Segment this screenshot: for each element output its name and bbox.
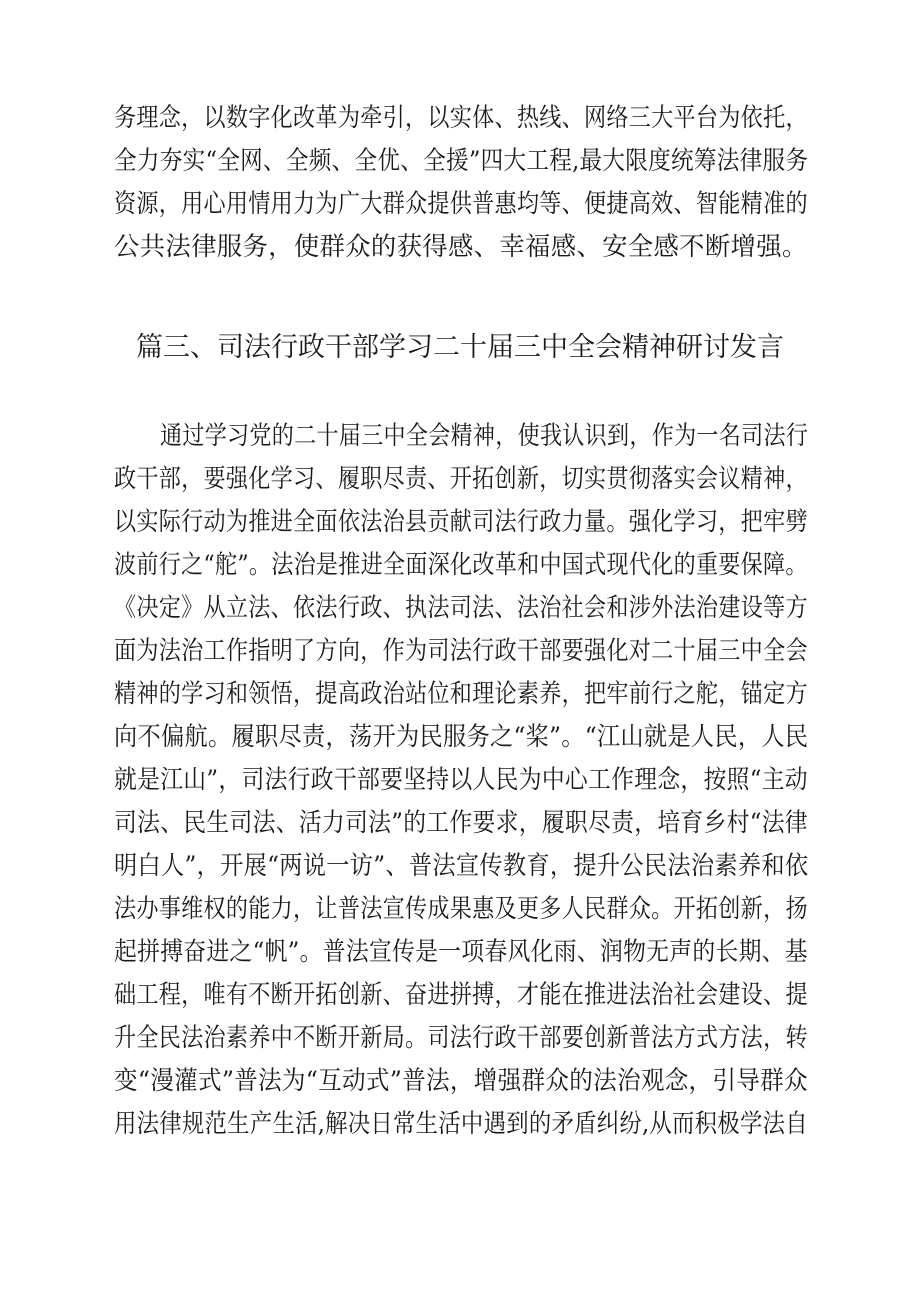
text-line: 司法、民生司法、活力司法”的工作要求，履职尽责，培育乡村“法律 (114, 808, 808, 838)
text-line: 向不偏航。履职尽责，荡开为民服务之“桨”。“江山就是人民，人民 (114, 722, 809, 752)
text-line: 础工程，唯有不断开拓创新、奋进拼搏，才能在推进法治社会建设、提 (114, 980, 808, 1010)
text-line: 就是江山”，司法行政干部要坚持以人民为中心工作理念，按照“主动 (114, 765, 808, 795)
text-line: 波前行之“舵”。法治是推进全面深化改革和中国式现代化的重要保障。 (114, 550, 808, 580)
text-line: 《决定》从立法、依法行政、执法司法、法治社会和涉外法治建设等方 (114, 593, 808, 623)
text-line: 全力夯实“全网、全频、全优、全援”四大工程,最大限度统筹法律服务 (114, 146, 809, 176)
text-line: 公共法律服务，使群众的获得感、幸福感、安全感不断增强。 (114, 232, 808, 262)
text-line: 以实际行动为推进全面依法治县贡献司法行政力量。强化学习，把牢劈 (114, 507, 808, 537)
text-line: 起拼搏奋进之“帆”。普法宣传是一项春风化雨、润物无声的长期、基 (114, 937, 808, 967)
text-line: 法办事维权的能力，让普法宣传成果惠及更多人民群众。开拓创新，扬 (114, 894, 808, 924)
text-line: 用法律规范生产生活,解决日常生活中遇到的矛盾纠纷,从而积极学法自 (114, 1109, 808, 1139)
text-line: 通过学习党的二十届三中全会精神，使我认识到，作为一名司法行 (160, 421, 809, 451)
text-line: 升全民法治素养中不断开新局。司法行政干部要创新普法方式方法，转 (114, 1023, 808, 1053)
text-line: 资源，用心用情用力为广大群众提供普惠均等、便捷高效、智能精准的 (114, 189, 808, 219)
section-title: 篇三、司法行政干部学习二十届三中全会精神研讨发言 (136, 332, 784, 363)
text-line: 明白人”，开展“两说一访”、普法宣传教育，提升公民法治素养和依 (114, 851, 809, 881)
text-line: 精神的学习和领悟，提高政治站位和理论素养，把牢前行之舵，锚定方 (114, 679, 808, 709)
text-line: 务理念，以数字化改革为牵引，以实体、热线、网络三大平台为依托， (114, 103, 808, 133)
text-line: 面为法治工作指明了方向，作为司法行政干部要强化对二十届三中全会 (114, 636, 808, 666)
text-line: 政干部，要强化学习、履职尽责、开拓创新，切实贯彻落实会议精神， (114, 464, 808, 494)
text-line: 变“漫灌式”普法为“互动式”普法，增强群众的法治观念，引导群众 (114, 1066, 808, 1096)
